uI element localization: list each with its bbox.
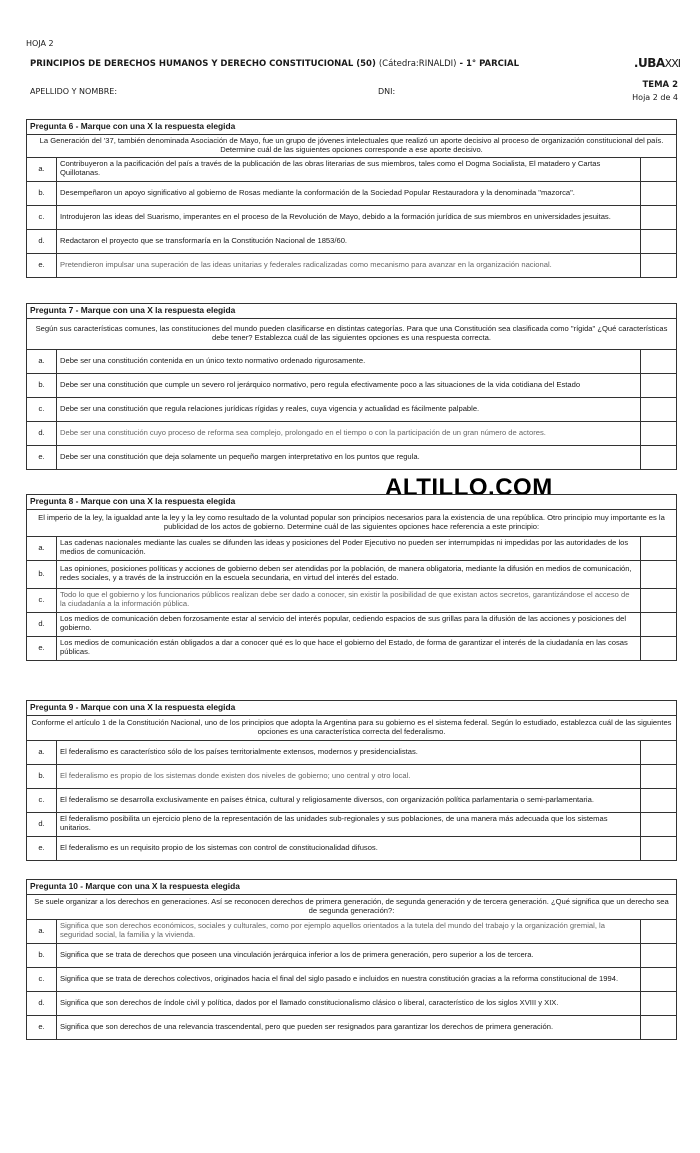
- answer-box-6d[interactable]: [641, 229, 677, 253]
- option-text: El federalismo posibilita un ejercicio pleno de la representación de las unidades sub-regionales y sus poblaciones, de una manera más adecuada que los sistemas unitarios.: [57, 812, 641, 836]
- option-row: [27, 253, 677, 277]
- option-row: [27, 157, 677, 181]
- option-row: [27, 1015, 677, 1039]
- question-9: [26, 700, 677, 861]
- answer-box-6e[interactable]: [641, 253, 677, 277]
- option-row: [27, 181, 677, 205]
- option-row: [27, 967, 677, 991]
- option-text: Significa que son derechos económicos, sociales y culturales, como por ejemplo aquellos orientados a la tutela del mundo del trabajo y la organización gremial, la seguridad social, la familia y la vivienda.: [57, 919, 641, 943]
- option-row: [27, 560, 677, 588]
- option-text: Introdujeron las ideas del Suarismo, imperantes en el proceso de la Revolución de Mayo, debido a la formación jurídica de sus miembros en universidades jesuitas.: [57, 205, 641, 229]
- option-text: El federalismo es característico sólo de los países territorialmente extensos, modernos y presidencialistas.: [57, 740, 641, 764]
- dni-label: DNI:: [378, 87, 396, 96]
- option-row: [27, 812, 677, 836]
- answer-box-8c[interactable]: [641, 588, 677, 612]
- answer-box-9e[interactable]: [641, 836, 677, 860]
- option-letter: d.: [27, 229, 57, 253]
- option-letter: a.: [27, 536, 57, 560]
- option-row: [27, 740, 677, 764]
- option-letter: a.: [27, 919, 57, 943]
- answer-box-6c[interactable]: [641, 205, 677, 229]
- option-text: Significa que son derechos de índole civil y política, dados por el llamado constitucionalismo clásico o liberal, característico de los siglos XVIII y XIX.: [57, 991, 641, 1015]
- tema-label: TEMA 2: [642, 80, 678, 90]
- question-header: Pregunta 10 - Marque con una X la respuesta elegida: [27, 880, 677, 895]
- option-row: [27, 836, 677, 860]
- answer-box-8a[interactable]: [641, 536, 677, 560]
- option-text: Los medios de comunicación están obligados a dar a conocer qué es lo que hace el gobierno del Estado, de forma de garantizar el interés de la ciudadanía en las cosas públicas.: [57, 636, 641, 660]
- option-text: Significa que se trata de derechos colectivos, originados hacia el final del siglo pasado e incluidos en nuestra constitución gracias a la reforma constitucional de 1994.: [57, 967, 641, 991]
- question-header: Pregunta 7 - Marque con una X la respuesta elegida: [27, 304, 677, 319]
- question-stem: Según sus características comunes, las constituciones del mundo pueden clasificarse en distintas categorías. Para que una Constitución sea clasificada como "rígida" ¿Qué características debe tener? Establezca cuál de las siguientes opciones es una respuesta correcta.: [27, 318, 677, 349]
- answer-box-8d[interactable]: [641, 612, 677, 636]
- question-stem: Conforme el artículo 1 de la Constitución Nacional, uno de los principios que adopta la Argentina para su gobierno es el sistema federal. Según lo estudiado, establezca cuál de las siguientes opciones es una característica correcta del federalismo.: [27, 715, 677, 740]
- option-row: [27, 788, 677, 812]
- option-letter: b.: [27, 764, 57, 788]
- option-text: Debe ser una constitución que cumple un severo rol jerárquico normativo, pero regula efectivamente poco a las situaciones de la vida cotidiana del Estado: [57, 373, 641, 397]
- answer-box-7e[interactable]: [641, 445, 677, 469]
- option-letter: e.: [27, 636, 57, 660]
- option-text: Debe ser una constitución contenida en un único texto normativo ordenado rigurosamente.: [57, 349, 641, 373]
- option-text: El federalismo es un requisito propio de los sistemas con control de constitucionalidad difusos.: [57, 836, 641, 860]
- answer-box-10d[interactable]: [641, 991, 677, 1015]
- option-row: [27, 229, 677, 253]
- option-row: [27, 919, 677, 943]
- option-row: [27, 943, 677, 967]
- answer-box-8e[interactable]: [641, 636, 677, 660]
- option-letter: c.: [27, 967, 57, 991]
- question-stem: Se suele organizar a los derechos en generaciones. Así se reconocen derechos de primera generación, de segunda generación y de tercera generación. ¿Qué significa que un derecho sea de segunda generación?:: [27, 894, 677, 919]
- option-row: [27, 397, 677, 421]
- option-letter: d.: [27, 421, 57, 445]
- option-letter: c.: [27, 205, 57, 229]
- option-text: Debe ser una constitución que deja solamente un pequeño margen interpretativo en los puntos que regula.: [57, 445, 641, 469]
- option-letter: e.: [27, 253, 57, 277]
- option-text: Contribuyeron a la pacificación del país a través de la publicación de las obras literarias de sus miembros, tales como el Dogma Socialista, El matadero y Cartas Quillotanas.: [57, 157, 641, 181]
- option-row: [27, 373, 677, 397]
- option-letter: e.: [27, 1015, 57, 1039]
- option-letter: b.: [27, 560, 57, 588]
- question-7: [26, 303, 677, 470]
- option-letter: b.: [27, 373, 57, 397]
- option-text: Significa que son derechos de una relevancia trascendental, pero que pueden ser resignados para garantizar los derechos de primera generación.: [57, 1015, 641, 1039]
- option-row: [27, 205, 677, 229]
- answer-box-9d[interactable]: [641, 812, 677, 836]
- option-text: Pretendieron impulsar una superación de las ideas unitarias y federales radicalizadas como mecanismo para avanzar en la organización nacional.: [57, 253, 641, 277]
- question-6: [26, 119, 677, 278]
- option-letter: d.: [27, 612, 57, 636]
- option-row: [27, 588, 677, 612]
- option-row: [27, 764, 677, 788]
- option-text: Las opiniones, posiciones políticas y acciones de gobierno deben ser atendidas por la población, de manera obligatoria, mediante la difusión en medios de comunicación, redes sociales, y a través de la instrucción en la escuela secundaria, en virtud del interés del estado.: [57, 560, 641, 588]
- answer-box-10a[interactable]: [641, 919, 677, 943]
- option-letter: e.: [27, 836, 57, 860]
- logo-xxi: XXI: [664, 57, 680, 70]
- option-row: [27, 991, 677, 1015]
- option-text: Redactaron el proyecto que se transformaría en la Constitución Nacional de 1853/60.: [57, 229, 641, 253]
- option-text: Las cadenas nacionales mediante las cuales se difunden las ideas y posiciones del Poder Ejecutivo no pueden ser interrumpidas ni impedidas por las autoridades de los medios de comunicación.: [57, 536, 641, 560]
- question-header: Pregunta 8 - Marque con una X la respuesta elegida: [27, 495, 677, 510]
- course-name: PRINCIPIOS DE DERECHOS HUMANOS Y DERECHO CONSTITUCIONAL (50): [30, 59, 376, 69]
- answer-box-10c[interactable]: [641, 967, 677, 991]
- answer-box-8b[interactable]: [641, 560, 677, 588]
- option-letter: d.: [27, 991, 57, 1015]
- altillo-watermark: ALTILLO.COM: [385, 474, 553, 501]
- option-row: [27, 349, 677, 373]
- answer-box-6a[interactable]: [641, 157, 677, 181]
- answer-box-7d[interactable]: [641, 421, 677, 445]
- option-letter: a.: [27, 740, 57, 764]
- option-letter: a.: [27, 157, 57, 181]
- answer-box-9b[interactable]: [641, 764, 677, 788]
- option-row: [27, 421, 677, 445]
- question-10: [26, 879, 677, 1040]
- question-stem: El imperio de la ley, la igualdad ante la ley y la ley como resultado de la voluntad popular son principios necesarios para la existencia de una república. Otro principio muy importante es la publicidad de los actos de gobierno. Determine cuál de las siguientes opciones hace referencia a este principio:: [27, 509, 677, 536]
- question-header: Pregunta 9 - Marque con una X la respuesta elegida: [27, 701, 677, 716]
- option-text: Todo lo que el gobierno y los funcionarios públicos realizan debe ser dado a conocer, sin existir la posibilidad de que existan actos secretos, garantizándose el acceso de la ciudadanía a la información pública.: [57, 588, 641, 612]
- option-letter: d.: [27, 812, 57, 836]
- answer-box-7a[interactable]: [641, 349, 677, 373]
- apellido-label: APELLIDO Y NOMBRE:: [30, 87, 118, 96]
- option-row: [27, 636, 677, 660]
- option-text: Los medios de comunicación deben forzosamente estar al servicio del interés popular, cediendo espacios de sus grillas para la difusión de las acciones y posiciones del gobierno.: [57, 612, 641, 636]
- option-letter: e.: [27, 445, 57, 469]
- option-text: Desempeñaron un apoyo significativo al gobierno de Rosas mediante la conformación de la Sociedad Popular Restauradora y la denominada "mazorca".: [57, 181, 641, 205]
- option-letter: c.: [27, 788, 57, 812]
- parcial-label: - 1° PARCIAL: [459, 59, 520, 69]
- option-text: Debe ser una constitución cuyo proceso de reforma sea complejo, prolongado en el tiempo o con la participación de un gran número de actores.: [57, 421, 641, 445]
- option-letter: c.: [27, 588, 57, 612]
- question-header: Pregunta 6 - Marque con una X la respuesta elegida: [27, 120, 677, 135]
- question-stem: La Generación del '37, también denominada Asociación de Mayo, fue un grupo de jóvenes intelectuales que realizó un aporte decisivo al proceso de organización constitucional del país. Determine cuál de las siguientes opciones corresponde a ese aporte decisivo.: [27, 134, 677, 157]
- option-text: Debe ser una constitución que regula relaciones jurídicas rígidas y reales, cuya vigencia y actualidad es fácilmente palpable.: [57, 397, 641, 421]
- option-row: [27, 445, 677, 469]
- catedra: (Cátedra:RINALDI): [378, 59, 457, 69]
- answer-box-7c[interactable]: [641, 397, 677, 421]
- answer-box-9a[interactable]: [641, 740, 677, 764]
- logo-main: .UBA: [633, 56, 665, 70]
- question-8: [26, 494, 677, 661]
- answer-box-9c[interactable]: [641, 788, 677, 812]
- option-row: [27, 536, 677, 560]
- answer-box-10e[interactable]: [641, 1015, 677, 1039]
- option-text: Significa que se trata de derechos que poseen una vinculación jerárquica inferior a los de primera generación, pero superior a los de tercera.: [57, 943, 641, 967]
- option-letter: b.: [27, 943, 57, 967]
- option-letter: c.: [27, 397, 57, 421]
- answer-box-6b[interactable]: [641, 181, 677, 205]
- sheet-label: HOJA 2: [26, 39, 54, 48]
- option-text: El federalismo se desarrolla exclusivamente en países étnica, cultural y religiosamente diversos, con organización política parlamentaria o semi-parlamentaria.: [57, 788, 641, 812]
- answer-box-7b[interactable]: [641, 373, 677, 397]
- option-row: [27, 612, 677, 636]
- option-text: El federalismo es propio de los sistemas donde existen dos niveles de gobierno; uno central y otro local.: [57, 764, 641, 788]
- page-count: Hoja 2 de 4: [632, 93, 678, 102]
- option-letter: b.: [27, 181, 57, 205]
- option-letter: a.: [27, 349, 57, 373]
- uba-xxi-logo: [634, 56, 680, 70]
- exam-title: [30, 59, 519, 69]
- answer-box-10b[interactable]: [641, 943, 677, 967]
